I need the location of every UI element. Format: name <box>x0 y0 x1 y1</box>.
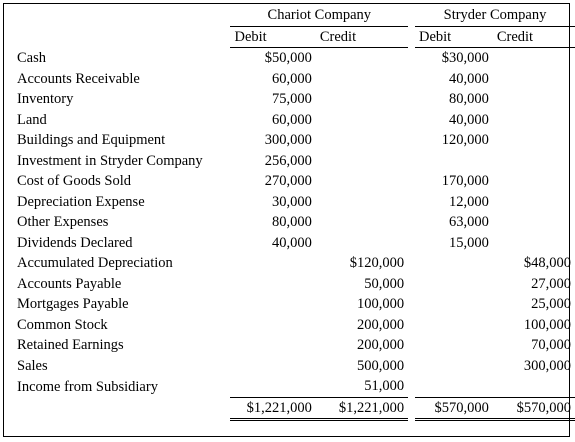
chariot-credit-cell: 50,000 <box>364 275 405 292</box>
chariot-credit-cell: 500,000 <box>356 357 405 374</box>
account-row <box>17 274 575 295</box>
account-row <box>17 151 575 172</box>
account-name: Mortgages Payable <box>17 296 129 312</box>
chariot-credit-total: $1,221,000 <box>316 397 408 420</box>
chariot-credit-header: Credit <box>316 26 408 48</box>
stryder-credit-cell <box>493 233 575 254</box>
account-row <box>17 376 575 397</box>
chariot-credit-cell <box>316 192 408 213</box>
chariot-credit-cell <box>316 69 408 90</box>
chariot-credit-cell <box>316 212 408 233</box>
stryder-credit-header: Credit <box>493 26 575 48</box>
chariot-credit-cell: $120,000 <box>349 255 405 271</box>
chariot-debit-cell <box>230 315 315 336</box>
chariot-credit-cell: 51,000 <box>364 378 405 394</box>
chariot-debit-cell <box>230 253 315 274</box>
account-row <box>17 315 575 336</box>
stryder-debit-cell <box>415 356 493 377</box>
chariot-credit-cell <box>316 110 408 131</box>
chariot-debit-cell: 270,000 <box>264 173 312 189</box>
chariot-credit-cell <box>316 130 408 151</box>
chariot-debit-cell <box>230 274 315 295</box>
account-name: Accounts Payable <box>17 275 122 292</box>
account-name: Accounts Receivable <box>17 70 140 87</box>
account-row <box>17 356 575 377</box>
account-row <box>17 110 575 131</box>
stryder-debit-cell <box>415 274 493 295</box>
stryder-credit-cell: 100,000 <box>523 316 571 333</box>
header-blank <box>17 5 230 26</box>
chariot-credit-cell <box>316 89 408 110</box>
stryder-debit-total: $570,000 <box>415 397 493 420</box>
stryder-debit-cell <box>415 376 493 397</box>
chariot-credit-cell: 200,000 <box>356 316 405 333</box>
chariot-debit-cell <box>230 356 315 377</box>
stryder-debit-cell: 63,000 <box>448 214 489 230</box>
stryder-credit-cell <box>493 89 575 110</box>
account-row <box>17 294 575 315</box>
stryder-company-header: Stryder Company <box>415 5 575 26</box>
account-name: Depreciation Expense <box>17 193 145 210</box>
account-name: Other Expenses <box>17 214 109 230</box>
account-row <box>17 253 575 274</box>
account-name: Cost of Goods Sold <box>17 173 132 189</box>
chariot-debit-cell: 60,000 <box>271 70 312 87</box>
stryder-credit-cell <box>493 212 575 233</box>
totals-label-blank <box>17 397 230 420</box>
stryder-credit-cell: 25,000 <box>531 296 571 312</box>
stryder-credit-cell: 300,000 <box>523 357 571 374</box>
account-name: Accumulated Depreciation <box>17 255 173 271</box>
account-name: Cash <box>17 50 46 66</box>
chariot-debit-header: Debit <box>230 26 315 48</box>
stryder-credit-total: $570,000 <box>493 397 575 420</box>
stryder-debit-cell: 170,000 <box>441 173 489 189</box>
stryder-credit-cell <box>493 376 575 397</box>
chariot-debit-cell: 80,000 <box>271 214 312 230</box>
chariot-debit-cell: 40,000 <box>271 234 312 251</box>
stryder-credit-cell <box>493 171 575 192</box>
account-name: Dividends Declared <box>17 234 133 251</box>
stryder-debit-cell <box>415 315 493 336</box>
chariot-debit-total: $1,221,000 <box>230 397 315 420</box>
chariot-credit-cell <box>316 171 408 192</box>
account-name: Common Stock <box>17 316 108 333</box>
chariot-debit-cell <box>230 335 315 356</box>
stryder-debit-cell: 40,000 <box>448 111 489 128</box>
account-row <box>17 192 575 213</box>
account-row <box>17 212 575 233</box>
account-name: Sales <box>17 357 48 374</box>
stryder-debit-header: Debit <box>415 26 493 48</box>
stryder-credit-cell <box>493 110 575 131</box>
stryder-debit-cell <box>415 253 493 274</box>
stryder-credit-cell <box>493 69 575 90</box>
account-row <box>17 130 575 151</box>
stryder-credit-cell <box>493 192 575 213</box>
account-name: Land <box>17 111 47 128</box>
stryder-debit-cell: 80,000 <box>448 91 489 107</box>
account-row <box>17 48 575 69</box>
chariot-company-header: Chariot Company <box>230 5 408 26</box>
account-row <box>17 335 575 356</box>
stryder-debit-cell <box>415 151 493 172</box>
account-row <box>17 69 575 90</box>
chariot-debit-cell: 300,000 <box>264 132 312 148</box>
chariot-credit-cell <box>316 233 408 254</box>
stryder-debit-cell: 12,000 <box>448 193 489 210</box>
stryder-debit-cell <box>415 294 493 315</box>
stryder-debit-cell: 40,000 <box>448 70 489 87</box>
account-name: Retained Earnings <box>17 337 124 353</box>
trial-balance-table <box>17 5 575 421</box>
stryder-debit-cell: $30,000 <box>441 50 489 66</box>
stryder-credit-cell <box>493 151 575 172</box>
stryder-debit-cell <box>415 335 493 356</box>
stryder-debit-cell: 120,000 <box>441 132 489 148</box>
account-row <box>17 233 575 254</box>
chariot-debit-cell <box>230 294 315 315</box>
column-header-row <box>17 26 575 48</box>
chariot-debit-cell: 256,000 <box>264 152 312 169</box>
account-name: Income from Subsidiary <box>17 378 158 395</box>
account-name: Investment in Stryder Company <box>17 152 203 169</box>
chariot-debit-cell: 75,000 <box>271 91 312 107</box>
account-row <box>17 89 575 110</box>
stryder-credit-cell <box>493 130 575 151</box>
chariot-credit-cell <box>316 48 408 69</box>
account-row <box>17 171 575 192</box>
chariot-credit-cell: 200,000 <box>356 337 405 353</box>
chariot-debit-cell: 60,000 <box>271 111 312 128</box>
totals-row <box>17 397 575 420</box>
stryder-credit-cell: $48,000 <box>523 255 571 271</box>
stryder-credit-cell: 27,000 <box>531 275 571 292</box>
stryder-debit-cell: 15,000 <box>448 234 489 251</box>
chariot-credit-cell <box>316 151 408 172</box>
stryder-credit-cell <box>493 48 575 69</box>
account-name: Buildings and Equipment <box>17 132 166 148</box>
company-header-row <box>17 5 575 26</box>
chariot-credit-cell: 100,000 <box>356 296 405 312</box>
chariot-debit-cell: $50,000 <box>264 50 312 66</box>
stryder-credit-cell: 70,000 <box>531 337 571 353</box>
chariot-debit-cell <box>230 376 315 397</box>
chariot-debit-cell: 30,000 <box>271 193 312 210</box>
account-name: Inventory <box>17 91 74 107</box>
